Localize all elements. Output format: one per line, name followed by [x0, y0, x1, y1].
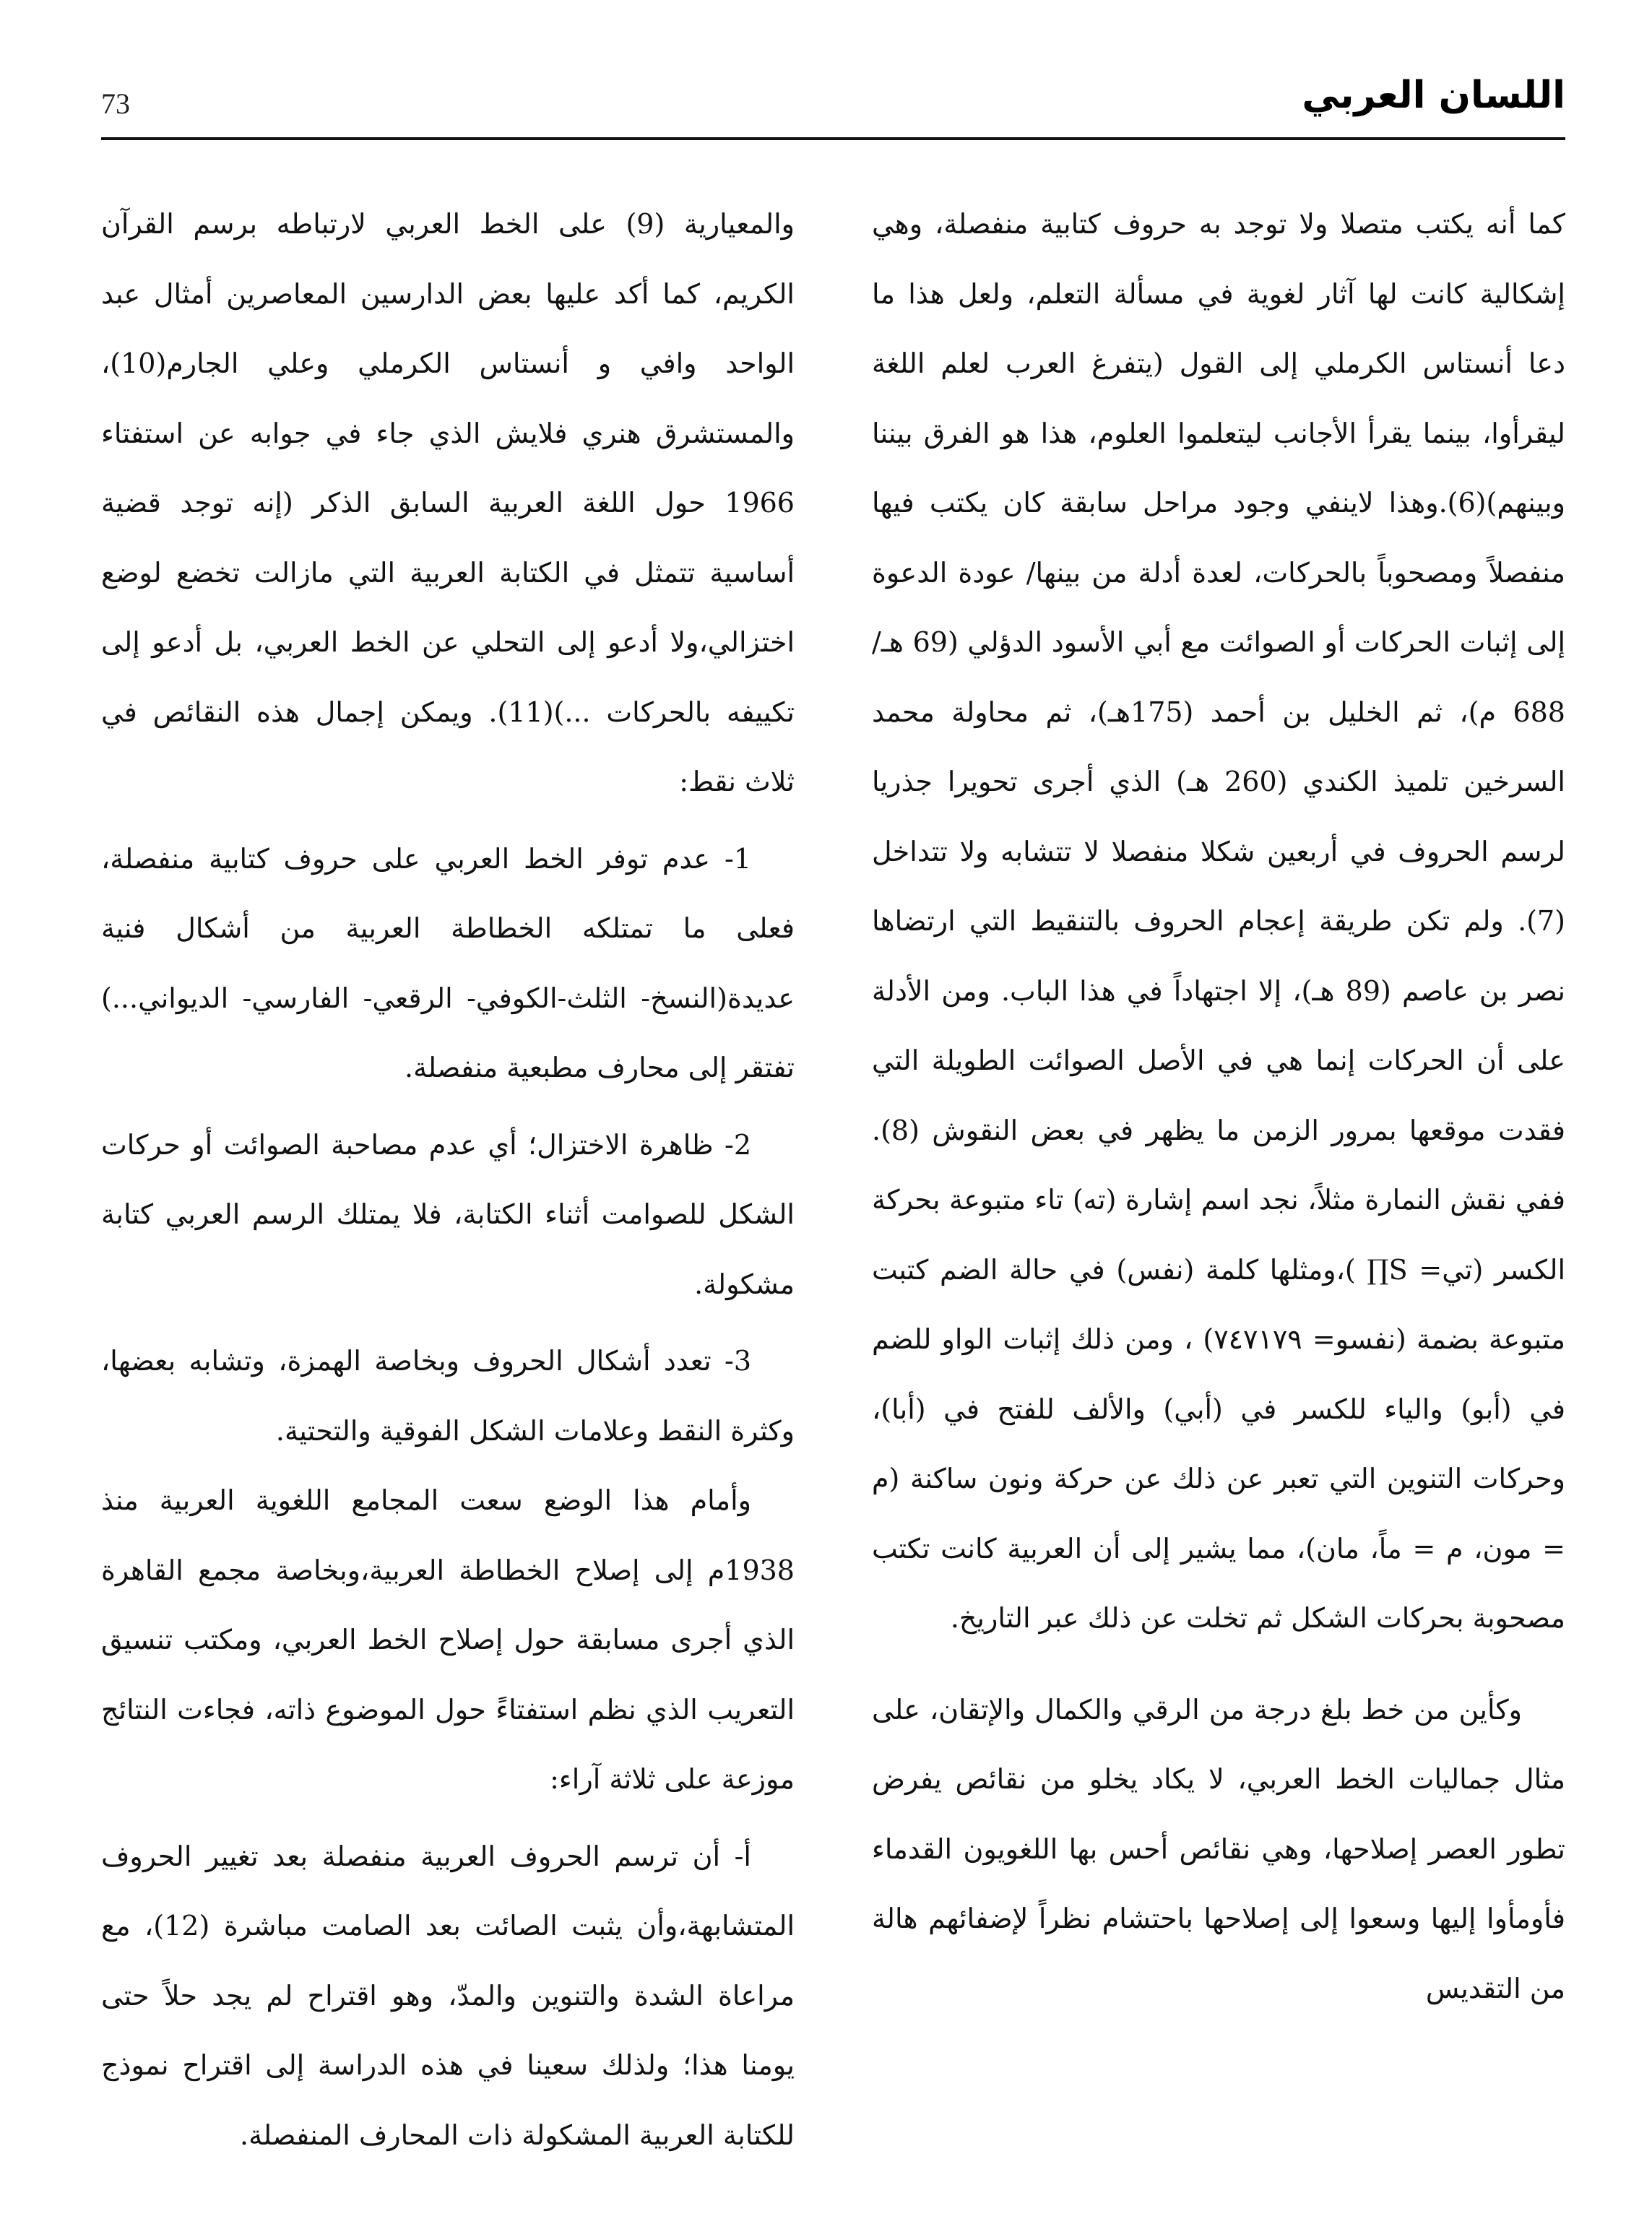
page-number: 73	[101, 87, 130, 120]
list-item: 2- ظاهرة الاختزال؛ أي عدم مصاحبة الصوائت أو حركات الشكل للصوامت أثناء الكتابة، فلا يمتلك الرسم العربي كتابة مشكولة.	[101, 1128, 795, 1300]
list-item: 1- عدم توفر الخط العربي على حروف كتابية منفصلة، فعلى ما تمتلكه الخطاطة العربية من أشكال فنية عديدة(النسخ- الثلث-الكوفي- الرقعي- الفارسي- الديواني...) تفتقر إلى محارف مطبعية منفصلة.	[101, 842, 795, 1083]
left-column	[101, 189, 795, 2168]
journal-title: اللسان العربي	[1302, 74, 1565, 117]
paragraph: وأمام هذا الوضع سعت المجامع اللغوية العربية منذ 1938م إلى إصلاح الخطاطة العربية،وبخاصة مجمع القاهرة الذي أجرى مسابقة حول إصلاح الخط العربي، ومكتب تنسيق التعريب الذي نظم استفتاءً حول الموضوع ذاته، فجاءت النتائج موزعة على ثلاثة آراء:	[101, 1484, 795, 1795]
header-rule	[101, 137, 1565, 140]
list-item: 3- تعدد أشكال الحروف وبخاصة الهمزة، وتشابه بعضها، وكثرة النقط وعلامات الشكل الفوقية والتحتية.	[101, 1345, 795, 1447]
paragraph: والمعيارية (9) على الخط العربي لارتباطه برسم القرآن الكريم، كما أكد عليها بعض الدارسين المعاصرين أمثال عبد الواحد وافي و أنستاس الكرملي وعلي الجارم(10)، والمستشرق هنري فلايش الذي جاء في جوابه عن استفتاء 1966 حول اللغة العربية السابق الذكر (إنه توجد قضية أساسية تتمثل في الكتابة العربية التي مازالت تخضع لوضع اختزالي،ولا أدعو إلى التحلي عن الخط العربي، بل أدعو إلى تكييفه بالحركات ...)(11). ويمكن إجمال هذه النقائص في ثلاث نقط:	[101, 208, 795, 797]
paragraph: كما أنه يكتب متصلا ولا توجد به حروف كتابية منفصلة، وهي إشكالية كانت لها آثار لغوية في مسألة التعلم، ولعل هذا ما دعا أنستاس الكرملي إلى القول (يتفرغ العرب لعلم اللغة ليقرأوا، بينما يقرأ الأجانب ليتعلموا العلوم، هذا هو الفرق بيننا وبينهم)(6).وهذا لاينفي وجود مراحل سابقة كان يكتب فيها منفصلاً ومصحوباً بالحركات، لعدة أدلة من بينها/ عودة الدعوة إلى إثبات الحركات أو الصوائت مع أبي الأسود الدؤلي (69 هـ/ 688 م)، ثم الخليل بن أحمد (175هـ)، ثم محاولة محمد السرخين تلميذ الكندي (260 هـ) الذي أجرى تحويرا جذريا لرسم الحروف في أربعين شكلا منفصلا لا تتشابه ولا تتداخل (7). ولم تكن طريقة إعجام الحروف بالتنقيط التي ارتضاها نصر بن عاصم (89 هـ)، إلا اجتهاداً في هذا الباب. ومن الأدلة على أن الحركات إنما هي في الأصل الصوائت الطويلة التي فقدت موقعها بمرور الزمن ما يظهر في بعض النقوش (8). ففي نقش النمارة مثلاً، نجد اسم إشارة (ته) تاء متبوعة بحركة الكسر (تي= S∏ )،ومثلها كلمة (نفس) في حالة الضم كتبت متبوعة بضمة (نفسو= ٧٤٧١٧٩) ، ومن ذلك إثبات الواو للضم في (أبو) والياء للكسر في (أبي) والألف للفتح في (أبا)، وحركات التنوين التي تعبر عن ذلك عن حركة ونون ساكنة (م = مون، م = ماً، مان)، مما يشير إلى أن العربية كانت تكتب مصحوبة بحركات الشكل ثم تخلت عن ذلك عبر التاريخ.	[872, 208, 1565, 1634]
page-header	[101, 58, 1565, 137]
paragraph: وكأين من خط بلغ درجة من الرقي والكمال والإتقان، على مثال جماليات الخط العربي، لا يكاد يخلو من نقائص يفرض تطور العصر إصلاحها، وهي نقائص أحس بها اللغويون القدماء فأومأوا إليها وسعوا إلى إصلاحها باحتشام نظراً لإضفائهم هالة من التقديس	[872, 1693, 1565, 2004]
right-column	[872, 189, 1565, 2168]
list-item: أ- أن ترسم الحروف العربية منفصلة بعد تغيير الحروف المتشابهة،وأن يثبت الصائت بعد الصامت مباشرة (12)، مع مراعاة الشدة والتنوين والمدّ، وهو اقتراح لم يجد حلاً حتى يومنا هذا؛ ولذلك سعينا في هذه الدراسة إلى اقتراح نموذج للكتابة العربية المشكولة ذات المحارف المنفصلة.	[101, 1840, 795, 2151]
